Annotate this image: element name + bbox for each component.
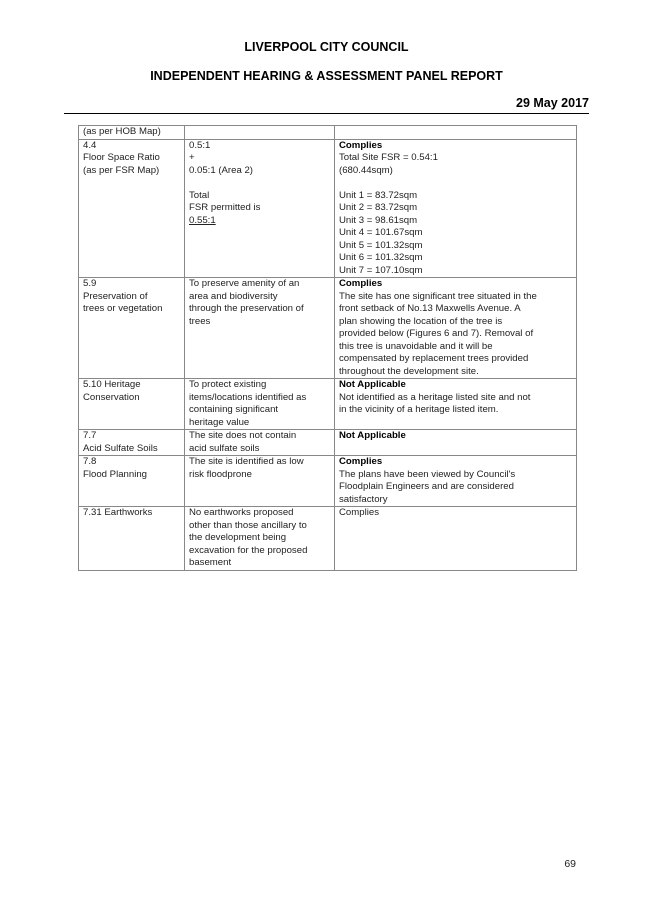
control-line: area and biodiversity: [189, 290, 278, 302]
compliance-line: provided below (Figures 6 and 7). Removal of: [339, 328, 534, 339]
compliance-cell: [335, 126, 577, 140]
clause-cell: [79, 430, 185, 456]
compliance-line: plan showing the location of the tree is: [339, 315, 503, 327]
compliance-cell: [335, 456, 577, 507]
clause-line: Flood Planning: [83, 468, 148, 480]
control-line: To preserve amenity of an: [189, 278, 300, 289]
control-line: +: [189, 152, 195, 163]
control-cell: [185, 430, 335, 456]
control-line: basement: [189, 557, 232, 568]
clause-line: 5.10 Heritage: [83, 379, 141, 390]
header-rule: [64, 113, 589, 114]
compliance-cell: [335, 379, 577, 430]
clause-line: (as per FSR Map): [83, 164, 160, 176]
spacer: [339, 177, 572, 190]
compliance-line: Unit 4 = 101.67sqm: [339, 227, 423, 238]
control-line: trees: [189, 315, 211, 327]
control-line: risk floodprone: [189, 468, 252, 480]
control-line: excavation for the proposed: [189, 544, 308, 556]
compliance-line: Unit 1 = 83.72sqm: [339, 189, 418, 201]
compliance-line: Not identified as a heritage listed site and not: [339, 391, 531, 403]
table-row-trees: [79, 278, 577, 379]
control-line: 0.05:1 (Area 2): [189, 164, 253, 176]
control-line: The site does not contain: [189, 430, 297, 441]
clause-cell: [79, 278, 185, 379]
control-cell: [185, 456, 335, 507]
compliance-cell: [335, 430, 577, 456]
clause-cell: [79, 456, 185, 507]
clause-line: Conservation: [83, 391, 140, 403]
clause-cell: [79, 139, 185, 278]
clause-line: 7.31 Earthworks: [83, 507, 153, 518]
control-line: 0.5:1: [189, 139, 211, 151]
control-cell: [185, 379, 335, 430]
compliance-line: The site has one significant tree situated in the: [339, 290, 537, 302]
clause-number: 5.9: [83, 278, 97, 289]
clause-number: 4.4: [83, 139, 97, 151]
compliance-cell: [335, 507, 577, 571]
compliance-line: throughout the development site.: [339, 365, 479, 377]
compliance-line: front setback of No.13 Maxwells Avenue. A: [339, 303, 521, 314]
compliance-line: The plans have been viewed by Council's: [339, 468, 516, 480]
compliance-line: Unit 2 = 83.72sqm: [339, 202, 418, 213]
status-label: Complies: [339, 278, 383, 289]
table-row-fsr: [79, 139, 577, 278]
compliance-line: Unit 6 = 101.32sqm: [339, 252, 423, 263]
control-cell: [185, 126, 335, 140]
status-label: Complies: [339, 456, 383, 467]
control-line: Total: [189, 189, 210, 201]
control-line: acid sulfate soils: [189, 442, 260, 454]
status-label: Not Applicable: [339, 430, 406, 441]
compliance-line: Total Site FSR = 0.54:1: [339, 152, 438, 163]
status-label: Not Applicable: [339, 379, 406, 390]
status-label: Complies: [339, 139, 383, 151]
report-title: INDEPENDENT HEARING & ASSESSMENT PANEL REPORT: [150, 69, 503, 83]
compliance-line: compensated by replacement trees provided: [339, 353, 529, 364]
compliance-line: Unit 5 = 101.32sqm: [339, 239, 423, 251]
control-line: the development being: [189, 532, 287, 543]
clause-cell: [79, 507, 185, 571]
clause-number: 7.7: [83, 430, 97, 441]
compliance-line: Floodplain Engineers and are considered: [339, 481, 514, 492]
control-cell: [185, 507, 335, 571]
clause-cell: [79, 379, 185, 430]
compliance-table: [78, 125, 577, 571]
control-line: other than those ancillary to: [189, 519, 307, 531]
compliance-line: Unit 7 = 107.10sqm: [339, 264, 423, 276]
clause-line: trees or vegetation: [83, 303, 163, 314]
compliance-line: (680.44sqm): [339, 164, 393, 176]
control-line: items/locations identified as: [189, 391, 307, 403]
control-cell: [185, 139, 335, 278]
report-date: 29 May 2017: [516, 96, 589, 110]
table-row-earthworks: [79, 507, 577, 571]
clause-number: 7.8: [83, 456, 97, 467]
control-line: The site is identified as low: [189, 456, 304, 467]
council-title: LIVERPOOL CITY COUNCIL: [244, 40, 409, 54]
spacer: [189, 177, 330, 190]
compliance-line: in the vicinity of a heritage listed item.: [339, 404, 499, 415]
control-line: containing significant: [189, 404, 279, 415]
clause-cell: [79, 126, 185, 140]
control-line: To protect existing: [189, 379, 267, 390]
control-cell: [185, 278, 335, 379]
compliance-line: satisfactory: [339, 493, 388, 505]
clause-line: Acid Sulfate Soils: [83, 442, 158, 454]
control-line: No earthworks proposed: [189, 507, 294, 518]
compliance-line: Complies: [339, 507, 379, 518]
compliance-line: this tree is unavoidable and it will be: [339, 340, 493, 352]
control-line: heritage value: [189, 416, 250, 428]
compliance-cell: [335, 139, 577, 278]
control-line: FSR permitted is: [189, 202, 261, 213]
compliance-line: Unit 3 = 98.61sqm: [339, 214, 418, 226]
clause-line: Preservation of: [83, 290, 148, 302]
control-line-underlined: 0.55:1: [189, 214, 216, 226]
table-row-hob: [79, 126, 577, 140]
compliance-cell: [335, 278, 577, 379]
table-row-acid-sulfate: [79, 430, 577, 456]
clause-line: (as per HOB Map): [83, 126, 161, 137]
control-line: through the preservation of: [189, 303, 304, 314]
page-number: 69: [564, 858, 576, 870]
table-row-flood: [79, 456, 577, 507]
clause-line: Floor Space Ratio: [83, 152, 160, 163]
table-row-heritage: [79, 379, 577, 430]
